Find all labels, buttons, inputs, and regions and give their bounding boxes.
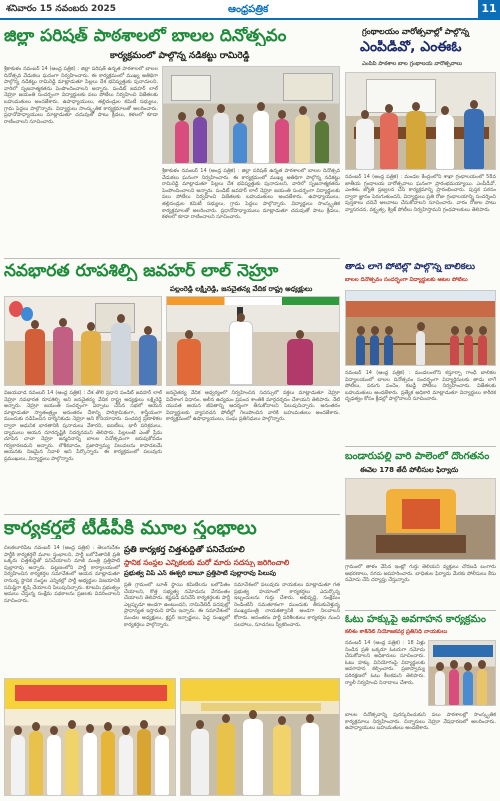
story1-body-right: శ్రీకాకుళం నవంబర్ 14 (ఆంధ్ర పత్రిక) : జిల్లా పరిషత్ ఉన్నత పాఠశాలలో బాలల దినోత్సవ వేడుకలు ఘనంగా నిర్వహించారు. ఈ కార్యక్రమంలో ముఖ్య అతిథిగా పాల్గొన్న నడికట్టు రామిరెడ్డి మాట్లాడుతూ పిల్లలు దేశ భవిష్యత్తుకు పునాదులని, వారిలో సృజనాత్మకతను పెంపొందించాలని అన్నారు. పండిట్ జవహర్ లాల్ నెహ్రూ జయంతి సందర్భంగా విద్యార్థులకు పలు పోటీలు నిర్వహించి విజేతలకు బహుమతులు అందజేశారు. ఉపాధ్యాయులు, తల్లిదండ్రుల కమిటీ సభ్యులు, గ్రామ పెద్దలు పాల్గొన్నారు. విద్యార్థులు సాంస్కృతిక కార్యక్రమాలతో అలరించారు. ప్రధానోపాధ్యాయులు మాట్లాడుతూ చదువుతో పాటు క్రీడలు, కళలలో కూడా రాణించాలని సూచించారు. (162, 168, 340, 221)
story4-body: నవంబర్ 14 (ఆంధ్ర పత్రిక) : మండలంలోని కస్తూర్బా గాంధీ బాలికల విద్యాలయంలో బాలల దినోత్సవం సందర్భంగా విద్యార్థినులకు తాడు లాగే పోటీలు, పరుగు పందెం, కబడ్డీ పోటీలు నిర్వహించారు. విజేతలకు బహుమతులు అందజేశారు. ప్రత్యేక అధికారి మాట్లాడుతూ విద్యార్థులు శారీరక దృఢత్వం కోసం క్రీడల్లో పాల్గొనాలని సూచించారు. (345, 370, 496, 403)
story6-photo-right (180, 678, 340, 796)
story6-body-a: చిలకలూరిపేట నవంబర్ 14 (ఆంధ్ర పత్రిక) : తెలుగుదేశం పార్టీకి కార్యకర్తలే మూల స్తంభాలని, పార్టీ బలోపేతానికి ప్రతి ఒక్కరు చిత్తశుద్ధితో పనిచేయాలని మాజీ మంత్రి ప్రత్తిపాటి పుల్లారావు అన్నారు. పట్టణంలోని పార్టీ కార్యాలయంలో నిర్వహించిన కార్యకర్తల సమావేశంలో ఆయన మాట్లాడుతూ రానున్న స్థానిక సంస్థల ఎన్నికల్లో పార్టీ అభ్యర్థుల విజయానికి సమిష్టిగా కృషి చేయాలని పిలుపునిచ్చారు. కూటమి ప్రభుత్వం అమలు చేస్తున్న సంక్షేమ పథకాలను ప్రజలకు వివరించాలని సూచించారు. (4, 545, 120, 604)
story1-headline[interactable]: జిల్లా పరిషత్ పాఠశాలలో బాలల దినోత్సవం (4, 27, 287, 46)
story3-headline[interactable]: నవభారత రూపశిల్పి జవహర్ లాల్ నెహ్రూ (4, 262, 279, 281)
story2-photo (345, 72, 496, 170)
story3-subhead: పల్లంరెడ్డి లక్ష్మిరెడ్డి, జనచైతన్య వేదిక రాష్ట్ర అధ్యక్షులు (170, 285, 313, 293)
story3-body-right: జనచైతన్య వేదిక ఆధ్వర్యంలో నిర్వహించిన సదస్సులో వక్తలు మాట్లాడుతూ నెహ్రూ విదేశాంగ విధానం, అలీన ఉద్యమం ప్రపంచ శాంతికి మార్గదర్శనం చేశాయని తెలిపారు. నేటి యువత ఆయన జీవితాన్ని ఆదర్శంగా తీసుకోవాలని పిలుపునిచ్చారు. అనంతరం విద్యార్థులకు వ్యాసరచన పోటీల్లో గెలుపొందిన వారికి బహుమతులు అందజేశారు. కార్యక్రమంలో ఉపాధ్యాయులు, సంఘ ప్రతినిధులు పాల్గొన్నారు. (166, 390, 340, 423)
story6-sub3: ప్రభుత్వ విప్ ఎన్ ఈశ్వరి బాబూ ప్రత్తిపాటి పుల్లారావు పిలుపు (124, 570, 276, 577)
story4-headline[interactable]: తాడు లాగే పోటీల్లో పాల్గొన్న బాలికలు (345, 263, 475, 272)
story7-subhead: కలిశం కాకినేట్ నియోజకవర్గ ప్రతినిధి నాయకులు (345, 629, 448, 635)
story6-headline[interactable]: కార్యకర్తలే టీడీపీకి మూల స్తంభాలు (4, 518, 257, 539)
story7-photo (428, 640, 496, 706)
story2-body: నవంబర్ 14 (ఆంధ్ర పత్రిక) : మండల కేంద్రంలోని శాఖా గ్రంథాలయంలో 58వ జాతీయ గ్రంథాలయ వారోత్సవాలు ఘనంగా ప్రారంభమయ్యాయి. ఎంపీడీవో, ఎంఈఓ జ్యోతి ప్రజ్వలన చేసి కార్యక్రమాన్ని ప్రారంభించారు. పుస్తక పఠనం ద్వారా జ్ఞానం పెరుగుతుందని, విద్యార్థులు ప్రతి రోజు గ్రంథాలయాన్ని సందర్శించి పుస్తకాలు చదివే అలవాటు చేసుకోవాలని సూచించారు. వారం రోజుల పాటు వ్యాసరచన, వక్తృత్వ, క్విజ్ పోటీలు నిర్వహిస్తామని గ్రంథపాలకులు తెలిపారు. (345, 174, 496, 213)
story3-body-left: విజయవాడ నవంబర్ 14 (ఆంధ్ర పత్రిక) : దేశ తొలి ప్రధాని పండిట్ జవహర్ లాల్ నెహ్రూ నవభారత రూపశిల్పి అని జనచైతన్య వేదిక రాష్ట్ర అధ్యక్షులు లక్ష్మిరెడ్డి అన్నారు. నెహ్రూ జయంతి సందర్భంగా ఏర్పాటు చేసిన సభలో ఆయన మాట్లాడుతూ స్వాతంత్ర్యం అనంతరం దేశాన్ని పారిశ్రామికంగా, శాస్త్రీయంగా ముందుకు నడిపించిన దార్శనికుడు నెహ్రూ అని కొనియాడారు. పంచవర్ష ప్రణాళికల ద్వారా ఆధునిక భారతానికి పునాదులు వేశారని, ఐఐటీలు, భారీ పరిశ్రమలు, డ్యాములు ఆయన దూరదృష్టికి నిదర్శనమని తెలిపారు. పిల్లలంటే ఎంతో ప్రేమ చూపిన చాచా నెహ్రూ జన్మదినాన్ని బాలల దినోత్సవంగా జరుపుకోవడం గర్వకారణమని అన్నారు. లౌకికవాదం, ప్రజాస్వామ్య విలువలను కాపాడటమే ఆయనకు నిజమైన నివాళి అని పేర్కొన్నారు. ఈ కార్యక్రమంలో పలువురు ప్రముఖులు, విద్యార్థులు పాల్గొన్నారు. (4, 390, 162, 462)
story6-sub2: స్థానిక సంస్థల ఎన్నికలకు మరో మారు సదస్సు జరిగించాలి (124, 558, 290, 567)
story6-body-c: సమావేశంలో పలువురు నాయకులు మాట్లాడుతూ గత ప్రభుత్వ హయాంలో కార్యకర్తలు ఎదుర్కొన్న ఇబ్బందులను గుర్తు చేశారు. అభివృద్ధి, సంక్షేమం రెండింటినీ సమతూకంగా ముందుకు తీసుకువెళ్తున్న ముఖ్యమంత్రి నాయకత్వానికి అండగా నిలవాలని కోరారు. అనంతరం పార్టీ పరిశీలకులు కార్యకర్తల నుంచి సలహాలు, సూచనలు స్వీకరించారు. (234, 582, 340, 628)
story5-subhead: ఈవెల 178 తేదీ పోలీసుల ఫిర్యాదు (360, 466, 459, 474)
story2-headline[interactable]: ఎంపీడీవో, ఎంఈఓ (360, 40, 462, 55)
story6-sub1: ప్రతి కార్యకర్త చిత్తశుద్ధితో పనిచేయాలి (124, 545, 245, 555)
issue-date: శనివారం 15 నవంబరు 2025 (6, 4, 117, 14)
story2-kicker: గ్రంథాలయం వారోత్సవాల్లో పాల్గొన్న (362, 27, 470, 36)
story2-subhead: ఎంపీపీ పాఠశాల బాల గ్రంథాలయ వారోత్సవాలు (362, 61, 463, 67)
story3-photo-left (4, 296, 162, 386)
newspaper-name: ఆంధ్రపత్రిక (228, 4, 269, 15)
national-flag-banner-icon (167, 297, 340, 305)
story7-body: నవంబర్ 14 (ఆంధ్ర పత్రిక) : 18 ఏళ్లు నిండిన ప్రతి ఒక్కరూ ఓటరుగా నమోదు చేసుకోవాలని అధికారులు సూచించారు. ఓటు హక్కు వినియోగంపై విద్యార్థులకు అవగాహన కల్పించారు. ప్రజాస్వామ్య పరిరక్షణలో ఓటు కీలకమని తెలిపారు. ర్యాలీ నిర్వహించి నినాదాలు చేశారు. (345, 640, 425, 686)
story6-body-b: ప్రతి గ్రామంలో బూత్ స్థాయి కమిటీలను బలోపేతం చేయాలని, కొత్త సభ్యత్వ నమోదును వేగవంతం చేయాలని తెలిపారు. కష్టపడి పనిచేసే కార్యకర్తలకు పార్టీ ఎల్లప్పుడూ అండగా ఉంటుందని, నామినేటెడ్ పదవుల్లో ప్రాధాన్యత ఇస్తామని హామీ ఇచ్చారు. ఈ సమావేశంలో మండల అధ్యక్షులు, క్లస్టర్ ఇన్చార్జులు, పెద్ద సంఖ్యలో కార్యకర్తలు పాల్గొన్నారు. (124, 582, 230, 628)
story4-subhead: బాలల దినోత్సవం సందర్భంగా విద్యార్థులకు ఆటల పోటీలు (345, 277, 468, 283)
story8-body: బాలల దినోత్సవాన్ని పురస్కరించుకుని పలు పాఠశాలల్లో సాంస్కృతిక కార్యక్రమాలు నిర్వహించారు. చిన్నారులు నెహ్రూ వేషధారణలో అలరించారు. ఉపాధ్యాయులు బహుమతులు అందజేశారు. (345, 712, 496, 732)
page-number: 11 (478, 0, 500, 18)
story4-photo (345, 290, 496, 366)
story1-subhead: కార్యక్రమంలో పాల్గొన్న నడికట్టు రామిరెడ్డి (110, 51, 250, 61)
story3-photo-right (166, 296, 340, 386)
story6-photo-left (4, 678, 176, 796)
story1-photo (162, 66, 340, 164)
page-header (0, 0, 500, 20)
story7-headline[interactable]: ఓటు హక్కుపై అవగాహన కార్యక్రమం (345, 614, 486, 625)
story5-headline[interactable]: బండారుపల్లి వారి పాలెంలో దొంగతనం (345, 451, 490, 462)
story5-body: గ్రామంలో తాళం వేసిన ఇంట్లో గుర్తు తెలియని వ్యక్తులు చొరబడి బంగారు ఆభరణాలు, నగదు అపహరించారు. బాధితుల ఫిర్యాదు మేరకు పోలీసులు కేసు నమోదు చేసి దర్యాప్తు చేస్తున్నారు. (345, 564, 496, 584)
story5-photo (345, 478, 496, 560)
story1-body-left: శ్రీకాకుళం నవంబర్ 14 (ఆంధ్ర పత్రిక) : జిల్లా పరిషత్ ఉన్నత పాఠశాలలో బాలల దినోత్సవ వేడుకలు ఘనంగా నిర్వహించారు. ఈ కార్యక్రమంలో ముఖ్య అతిథిగా పాల్గొన్న నడికట్టు రామిరెడ్డి మాట్లాడుతూ పిల్లలు దేశ భవిష్యత్తుకు పునాదులని, వారిలో సృజనాత్మకతను పెంపొందించాలని అన్నారు. పండిట్ జవహర్ లాల్ నెహ్రూ జయంతి సందర్భంగా విద్యార్థులకు పలు పోటీలు నిర్వహించి విజేతలకు బహుమతులు అందజేశారు. ఉపాధ్యాయులు, తల్లిదండ్రుల కమిటీ సభ్యులు, గ్రామ పెద్దలు పాల్గొన్నారు. విద్యార్థులు సాంస్కృతిక కార్యక్రమాలతో అలరించారు. ప్రధానోపాధ్యాయులు మాట్లాడుతూ చదువుతో పాటు క్రీడలు, కళలలో కూడా రాణించాలని సూచించారు. (4, 66, 158, 125)
